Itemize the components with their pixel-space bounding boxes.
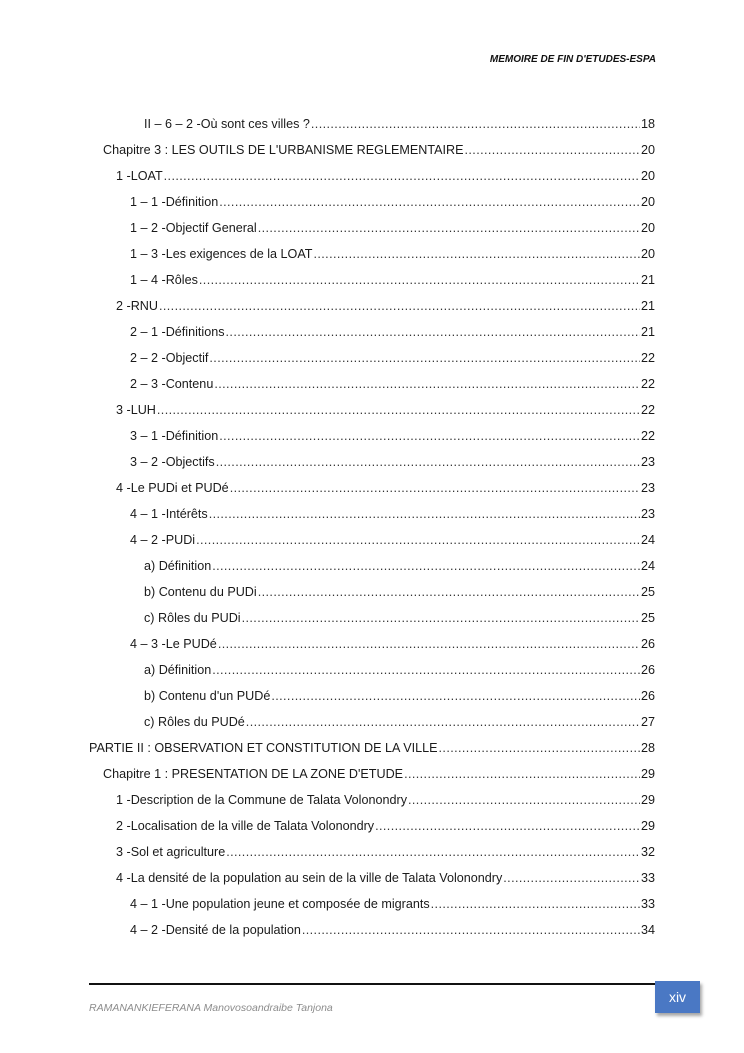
toc-dot-leader <box>271 686 640 706</box>
toc-dot-leader <box>209 348 640 368</box>
toc-entry-title: 4 – 2 -Densité de la population <box>130 923 301 937</box>
toc-entry[interactable] <box>0 868 744 888</box>
page-number-badge: xiv <box>655 981 700 1013</box>
toc-entry-page: 25 <box>640 611 655 625</box>
toc-entry-title: 4 – 2 -PUDi <box>130 533 196 547</box>
toc-entry-page: 21 <box>640 325 655 339</box>
toc-entry-title: PARTIE II : OBSERVATION ET CONSTITUTION DE LA VILLE <box>89 741 438 755</box>
toc-entry-title: 1 – 3 -Les exigences de la LOAT <box>130 247 313 261</box>
toc-entry-title: 4 – 1 -Intérêts <box>130 507 208 521</box>
toc-entry-page: 26 <box>640 663 655 677</box>
toc-dot-leader <box>375 816 640 836</box>
toc-dot-leader <box>246 712 640 732</box>
toc-dot-leader <box>226 322 640 342</box>
toc-entry-title: 4 -La densité de la population au sein de la ville de Talata Volonondry <box>116 871 503 885</box>
toc-entry-page: 28 <box>640 741 655 755</box>
toc-dot-leader <box>230 478 640 498</box>
toc-entry-page: 22 <box>640 351 655 365</box>
toc-entry[interactable] <box>0 530 744 550</box>
toc-entry-title: Chapitre 3 : LES OUTILS DE L'URBANISME REGLEMENTAIRE <box>103 143 464 157</box>
toc-entry-title: 2 – 3 -Contenu <box>130 377 214 391</box>
toc-entry-page: 23 <box>640 507 655 521</box>
toc-entry-page: 34 <box>640 923 655 937</box>
toc-entry-page: 21 <box>640 299 655 313</box>
toc-entry-page: 23 <box>640 481 655 495</box>
toc-dot-leader <box>242 608 640 628</box>
toc-entry-page: 33 <box>640 897 655 911</box>
toc-entry-page: 22 <box>640 377 655 391</box>
toc-entry[interactable] <box>0 322 744 342</box>
toc-entry-page: 18 <box>640 117 655 131</box>
toc-entry-title: c) Rôles du PUDi <box>144 611 241 625</box>
toc-entry-title: 2 – 1 -Définitions <box>130 325 225 339</box>
toc-entry-page: 25 <box>640 585 655 599</box>
toc-entry-title: 1 – 1 -Définition <box>130 195 219 209</box>
toc-entry[interactable] <box>0 374 744 394</box>
toc-entry[interactable] <box>0 140 744 160</box>
toc-dot-leader <box>212 556 640 576</box>
toc-entry-title: c) Rôles du PUDé <box>144 715 245 729</box>
toc-entry-page: 20 <box>640 195 655 209</box>
footer-rule <box>89 983 675 985</box>
toc-entry[interactable] <box>0 790 744 810</box>
toc-dot-leader <box>408 790 640 810</box>
toc-dot-leader <box>218 634 640 654</box>
toc-entry-title: 1 – 2 -Objectif General <box>130 221 257 235</box>
toc-dot-leader <box>196 530 640 550</box>
toc-dot-leader <box>164 166 640 186</box>
toc-entry-page: 20 <box>640 247 655 261</box>
toc-entry-title: 2 -RNU <box>116 299 158 313</box>
toc-entry[interactable] <box>0 478 744 498</box>
toc-dot-leader <box>199 270 640 290</box>
toc-dot-leader <box>226 842 640 862</box>
toc-entry-title: 3 -Sol et agriculture <box>116 845 226 859</box>
toc-dot-leader <box>313 244 640 264</box>
toc-entry-title: 3 -LUH <box>116 403 156 417</box>
toc-entry[interactable] <box>0 920 744 940</box>
toc-entry[interactable] <box>0 894 744 914</box>
toc-entry[interactable] <box>0 608 744 628</box>
toc-entry-title: 3 – 1 -Définition <box>130 429 219 443</box>
toc-entry-title: 4 – 3 -Le PUDé <box>130 637 217 651</box>
toc-entry-title: a) Définition <box>144 663 212 677</box>
toc-entry[interactable] <box>0 764 744 784</box>
toc-dot-leader <box>212 660 640 680</box>
toc-entry-title: II – 6 – 2 -Où sont ces villes ? <box>144 117 310 131</box>
toc-entry[interactable] <box>0 192 744 212</box>
toc-entry[interactable] <box>0 114 744 134</box>
toc-entry-page: 20 <box>640 143 655 157</box>
toc-entry-page: 21 <box>640 273 655 287</box>
toc-dot-leader <box>439 738 640 758</box>
toc-dot-leader <box>157 400 640 420</box>
toc-dot-leader <box>219 192 640 212</box>
toc-entry[interactable] <box>0 452 744 472</box>
toc-entry-page: 29 <box>640 793 655 807</box>
toc-dot-leader <box>219 426 640 446</box>
toc-entry-title: b) Contenu du PUDi <box>144 585 257 599</box>
toc-entry-page: 32 <box>640 845 655 859</box>
toc-dot-leader <box>258 218 640 238</box>
toc-entry[interactable] <box>0 504 744 524</box>
toc-dot-leader <box>159 296 640 316</box>
toc-entry-page: 24 <box>640 559 655 573</box>
toc-entry-page: 27 <box>640 715 655 729</box>
toc-dot-leader <box>311 114 640 134</box>
toc-dot-leader <box>404 764 640 784</box>
toc-dot-leader <box>503 868 640 888</box>
toc-entry[interactable] <box>0 582 744 602</box>
toc-entry[interactable] <box>0 400 744 420</box>
toc-entry-title: 3 – 2 -Objectifs <box>130 455 215 469</box>
toc-entry[interactable] <box>0 426 744 446</box>
toc-entry-page: 26 <box>640 689 655 703</box>
toc-dot-leader <box>465 140 640 160</box>
toc-entry-title: a) Définition <box>144 559 212 573</box>
toc-entry-title: 4 -Le PUDi et PUDé <box>116 481 229 495</box>
toc-dot-leader <box>431 894 640 914</box>
toc-dot-leader <box>209 504 640 524</box>
toc-entry[interactable] <box>0 816 744 836</box>
toc-entry-page: 22 <box>640 403 655 417</box>
running-header: MEMOIRE DE FIN D'ETUDES-ESPA <box>489 54 656 65</box>
toc-entry[interactable] <box>0 296 744 316</box>
toc-entry[interactable] <box>0 738 744 758</box>
toc-entry-page: 29 <box>640 767 655 781</box>
toc-entry[interactable] <box>0 166 744 186</box>
toc-entry[interactable] <box>0 660 744 680</box>
toc-entry[interactable] <box>0 244 744 264</box>
toc-entry[interactable] <box>0 348 744 368</box>
toc-entry-page: 29 <box>640 819 655 833</box>
toc-entry-title: 1 -LOAT <box>116 169 163 183</box>
footer-author: RAMANANKIEFERANA Manovosoandraibe Tanjona <box>89 1002 333 1014</box>
toc-entry[interactable] <box>0 712 744 732</box>
toc-dot-leader <box>214 374 640 394</box>
toc-entry-page: 22 <box>640 429 655 443</box>
toc-entry-page: 23 <box>640 455 655 469</box>
toc-entry-title: 1 -Description de la Commune de Talata Volonondry <box>116 793 407 807</box>
toc-entry-title: b) Contenu d'un PUDé <box>144 689 271 703</box>
toc-entry-title: 2 -Localisation de la ville de Talata Volonondry <box>116 819 375 833</box>
toc-entry[interactable] <box>0 270 744 290</box>
toc-entry[interactable] <box>0 634 744 654</box>
toc-dot-leader <box>302 920 640 940</box>
toc-entry-page: 33 <box>640 871 655 885</box>
toc-entry-title: 1 – 4 -Rôles <box>130 273 198 287</box>
toc-entry-page: 26 <box>640 637 655 651</box>
toc-entry-page: 20 <box>640 221 655 235</box>
toc-dot-leader <box>258 582 640 602</box>
toc-entry-title: 2 – 2 -Objectif <box>130 351 209 365</box>
toc-entry[interactable] <box>0 556 744 576</box>
toc-entry-title: 4 – 1 -Une population jeune et composée de migrants <box>130 897 430 911</box>
toc-entry[interactable] <box>0 686 744 706</box>
toc-entry-page: 20 <box>640 169 655 183</box>
toc-dot-leader <box>216 452 640 472</box>
toc-entry-title: Chapitre 1 : PRESENTATION DE LA ZONE D'ETUDE <box>103 767 404 781</box>
toc-entry-page: 24 <box>640 533 655 547</box>
toc-entry[interactable] <box>0 842 744 862</box>
toc-entry[interactable] <box>0 218 744 238</box>
